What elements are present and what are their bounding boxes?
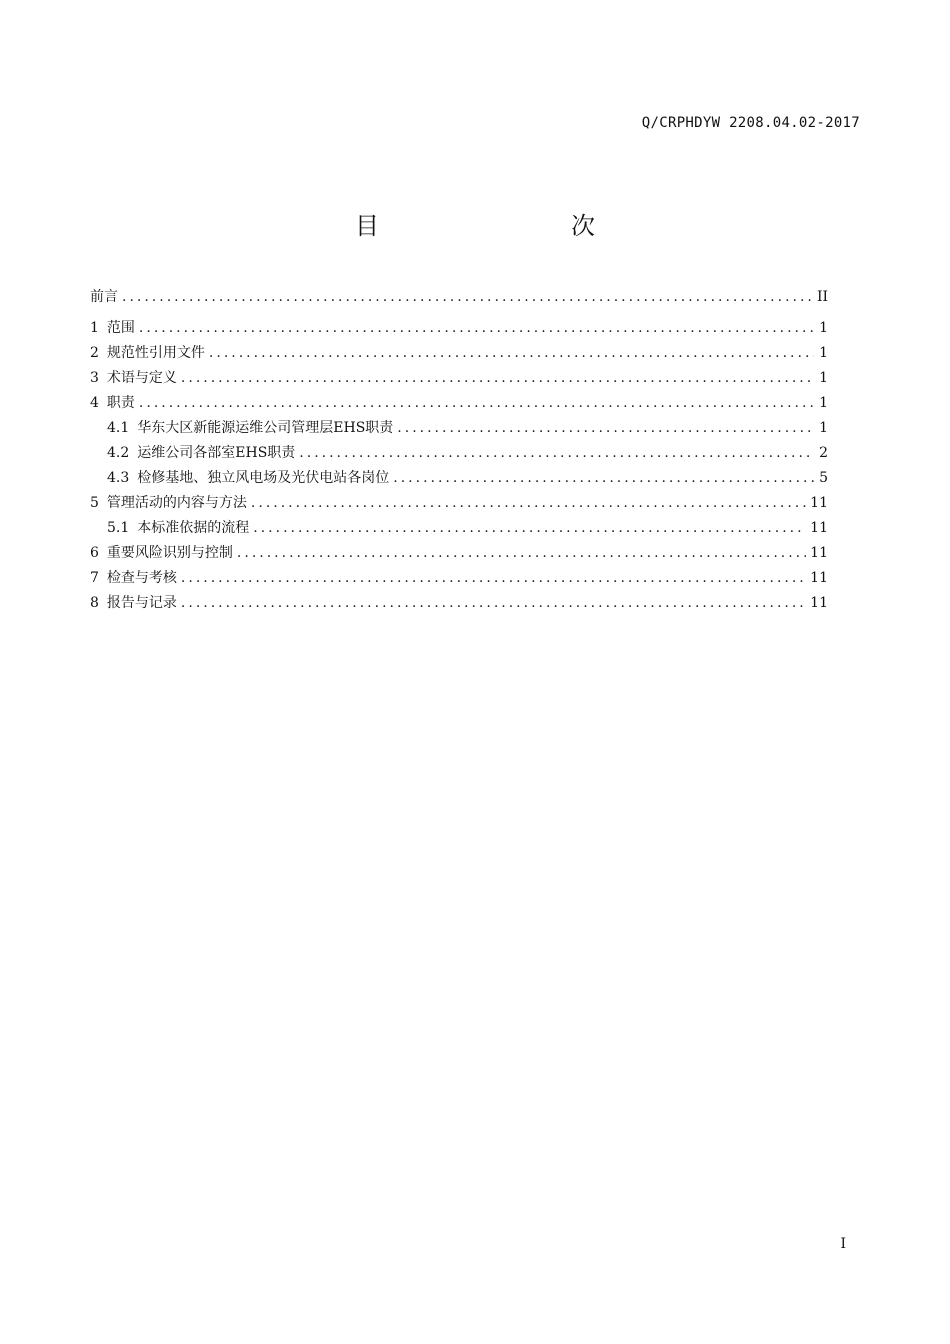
toc-dot-leader: [393, 470, 814, 486]
page-title: 目 次: [355, 212, 643, 240]
document-code: Q/CRPHDYW 2208.04.02-2017: [641, 115, 860, 131]
table-of-contents: [90, 286, 828, 617]
toc-entry-title: 运维公司各部室EHS职责: [137, 445, 296, 461]
toc-entry-title: 术语与定义: [106, 370, 177, 386]
toc-dot-leader: [299, 445, 814, 461]
toc-dot-leader: [139, 320, 814, 336]
toc-entry[interactable]: [90, 317, 828, 342]
toc-entry-title: 规范性引用文件: [106, 345, 205, 361]
toc-entry-page: 11: [810, 595, 828, 611]
toc-entry-title: 检查与考核: [106, 570, 177, 586]
toc-entry-number: 2: [90, 345, 99, 361]
toc-entry-page: 1: [819, 395, 828, 411]
toc-entry-title: 华东大区新能源运维公司管理层EHS职责: [137, 420, 394, 436]
toc-entry-page: 11: [810, 570, 828, 586]
toc-dot-leader: [253, 520, 806, 536]
toc-entry-page: II: [816, 289, 828, 305]
toc-entry-title: 范围: [106, 320, 135, 336]
toc-entry[interactable]: [90, 592, 828, 617]
toc-entry-number: 4.2: [107, 445, 130, 461]
toc-entry[interactable]: [90, 342, 828, 367]
toc-entry-page: 1: [819, 420, 828, 436]
toc-dot-leader: [181, 370, 814, 386]
toc-entry[interactable]: [90, 442, 828, 467]
toc-entry-number: 4: [90, 395, 99, 411]
toc-entry[interactable]: [90, 517, 828, 542]
toc-entry[interactable]: [90, 467, 828, 492]
toc-entry[interactable]: [90, 542, 828, 567]
toc-entry-number: 5.1: [107, 520, 130, 536]
toc-entry[interactable]: [90, 417, 828, 442]
toc-entry[interactable]: [90, 567, 828, 592]
toc-entry-number: 3: [90, 370, 99, 386]
page-number: I: [840, 1236, 846, 1252]
toc-entry-title: 本标准依据的流程: [137, 520, 250, 536]
toc-entry[interactable]: [90, 392, 828, 417]
toc-entry-number: 4.3: [107, 470, 130, 486]
toc-dot-leader: [139, 395, 814, 411]
toc-entry-page: 11: [810, 545, 828, 561]
toc-entry-title: 前言: [90, 289, 118, 305]
toc-entry-number: 1: [90, 320, 99, 336]
toc-entry-page: 2: [819, 445, 828, 461]
toc-dot-leader: [122, 289, 813, 305]
toc-entry[interactable]: [90, 492, 828, 517]
toc-entry-number: 8: [90, 595, 99, 611]
toc-entry-title: 检修基地、独立风电场及光伏电站各岗位: [137, 470, 390, 486]
toc-entry-title: 管理活动的内容与方法: [106, 495, 247, 511]
toc-dot-leader: [181, 570, 806, 586]
toc-entry-number: 6: [90, 545, 99, 561]
toc-dot-leader: [209, 345, 814, 361]
toc-dot-leader: [397, 420, 814, 436]
toc-entry-number: 7: [90, 570, 99, 586]
toc-entry-number: 5: [90, 495, 99, 511]
toc-dot-leader: [251, 495, 806, 511]
toc-entry-page: 11: [810, 495, 828, 511]
toc-entry-page: 5: [819, 470, 828, 486]
toc-entry-number: 4.1: [107, 420, 130, 436]
toc-dot-leader: [181, 595, 806, 611]
toc-entry-page: 1: [819, 320, 828, 336]
toc-entry-title: 报告与记录: [106, 595, 177, 611]
toc-entry[interactable]: [90, 367, 828, 392]
toc-entry-page: 11: [810, 520, 828, 536]
toc-entry-page: 1: [819, 345, 828, 361]
toc-entry-page: 1: [819, 370, 828, 386]
toc-dot-leader: [237, 545, 806, 561]
toc-entry-title: 职责: [106, 395, 135, 411]
toc-entry-title: 重要风险识别与控制: [106, 545, 233, 561]
toc-entry[interactable]: [90, 286, 828, 311]
